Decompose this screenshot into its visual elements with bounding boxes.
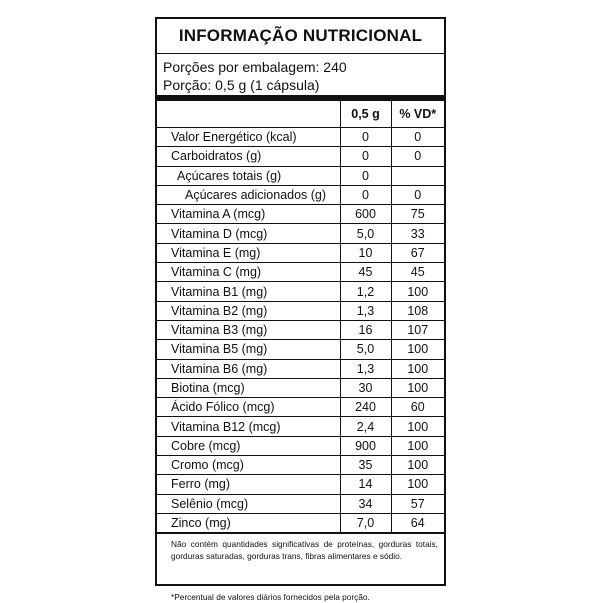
nutrient-row [157, 398, 444, 417]
nutrient-amount: 0 [340, 128, 391, 147]
nutrient-name: Ácido Fólico (mcg) [157, 398, 340, 417]
nutrient-name: Vitamina A (mcg) [157, 205, 340, 224]
serving-info [157, 54, 444, 101]
table-header-row [157, 101, 444, 128]
nutrient-row [157, 166, 444, 185]
nutrient-name: Vitamina B6 (mg) [157, 359, 340, 378]
nutrient-amount: 240 [340, 398, 391, 417]
nutrient-daily-value: 100 [391, 282, 444, 301]
nutrient-amount: 0 [340, 185, 391, 204]
nutrient-amount: 0 [340, 166, 391, 185]
nutrient-amount: 10 [340, 243, 391, 262]
nutrient-amount: 16 [340, 320, 391, 339]
nutrient-amount: 5,0 [340, 224, 391, 243]
nutrient-row [157, 456, 444, 475]
nutrient-row [157, 417, 444, 436]
nutrient-row [157, 475, 444, 494]
nutrient-amount: 600 [340, 205, 391, 224]
nutrient-name: Vitamina B1 (mg) [157, 282, 340, 301]
nutrient-row [157, 320, 444, 339]
nutrient-row [157, 282, 444, 301]
nutrient-daily-value: 100 [391, 359, 444, 378]
nutrient-name: Ferro (mg) [157, 475, 340, 494]
nutrient-name: Açúcares totais (g) [157, 166, 340, 185]
nutrient-row [157, 301, 444, 320]
nutrient-name: Valor Energético (kcal) [157, 128, 340, 147]
nutrient-daily-value [391, 166, 444, 185]
nutrient-amount: 1,2 [340, 282, 391, 301]
nutrient-row [157, 263, 444, 282]
nutrient-name: Selênio (mcg) [157, 494, 340, 513]
nutrient-row [157, 147, 444, 166]
nutrient-daily-value: 100 [391, 417, 444, 436]
nutrient-name: Vitamina B5 (mg) [157, 340, 340, 359]
nutrient-daily-value: 107 [391, 320, 444, 339]
nutrient-daily-value: 100 [391, 456, 444, 475]
nutrient-amount: 5,0 [340, 340, 391, 359]
servings-per-package: Porções por embalagem: 240 [163, 59, 347, 75]
nutrient-daily-value: 108 [391, 301, 444, 320]
serving-size: Porção: 0,5 g (1 cápsula) [163, 77, 320, 93]
nutrient-amount: 14 [340, 475, 391, 494]
nutrient-row [157, 513, 444, 532]
nutrient-row [157, 359, 444, 378]
nutrient-amount: 7,0 [340, 513, 391, 532]
nutrient-name: Biotina (mcg) [157, 378, 340, 397]
nutrient-daily-value: 0 [391, 128, 444, 147]
nutrient-daily-value: 100 [391, 340, 444, 359]
nutrient-amount: 34 [340, 494, 391, 513]
label-title: INFORMAÇÃO NUTRICIONAL [157, 19, 444, 54]
nutrient-daily-value: 64 [391, 513, 444, 532]
nutrient-daily-value: 60 [391, 398, 444, 417]
nutrient-row [157, 128, 444, 147]
nutrient-row [157, 224, 444, 243]
nutrient-amount: 1,3 [340, 301, 391, 320]
nutrient-amount: 30 [340, 378, 391, 397]
nutrient-daily-value: 45 [391, 263, 444, 282]
nutrient-name: Açúcares adicionados (g) [157, 185, 340, 204]
nutrient-name: Vitamina B12 (mcg) [157, 417, 340, 436]
nutrient-amount: 0 [340, 147, 391, 166]
nutrient-daily-value: 57 [391, 494, 444, 513]
nutrient-amount: 2,4 [340, 417, 391, 436]
nutrient-row [157, 340, 444, 359]
nutrient-row [157, 436, 444, 455]
nutrient-row [157, 243, 444, 262]
nutrient-name: Zinco (mg) [157, 513, 340, 532]
nutrient-name: Vitamina B3 (mg) [157, 320, 340, 339]
header-nutrient-cell [157, 101, 340, 128]
nutrient-row [157, 494, 444, 513]
footnote-daily-value: *Percentual de valores diários fornecidos pela porção. [157, 585, 444, 603]
nutrient-daily-value: 100 [391, 436, 444, 455]
nutrient-amount: 1,3 [340, 359, 391, 378]
nutrient-row [157, 378, 444, 397]
nutrient-name: Vitamina E (mg) [157, 243, 340, 262]
nutrient-name: Vitamina B2 (mg) [157, 301, 340, 320]
header-daily-value: % VD* [391, 101, 444, 128]
nutrient-daily-value: 33 [391, 224, 444, 243]
nutrient-amount: 45 [340, 263, 391, 282]
nutrient-daily-value: 100 [391, 475, 444, 494]
nutrient-daily-value: 75 [391, 205, 444, 224]
nutrient-daily-value: 0 [391, 185, 444, 204]
nutrition-facts-label [155, 17, 446, 603]
nutrient-row [157, 185, 444, 204]
nutrient-daily-value: 100 [391, 378, 444, 397]
header-amount: 0,5 g [340, 101, 391, 128]
footnote-not-significant: Não contém quantidades significativas de proteínas, gorduras totais, gorduras saturadas, gorduras trans, fibras alimentares e sódio. [157, 533, 444, 585]
nutrient-daily-value: 67 [391, 243, 444, 262]
nutrient-amount: 35 [340, 456, 391, 475]
nutrient-amount: 900 [340, 436, 391, 455]
nutrient-daily-value: 0 [391, 147, 444, 166]
nutrient-row [157, 205, 444, 224]
nutrient-name: Cromo (mcg) [157, 456, 340, 475]
nutrient-name: Vitamina D (mcg) [157, 224, 340, 243]
nutrient-name: Carboidratos (g) [157, 147, 340, 166]
nutrient-table [157, 101, 444, 533]
nutrient-name: Cobre (mcg) [157, 436, 340, 455]
nutrient-name: Vitamina C (mg) [157, 263, 340, 282]
